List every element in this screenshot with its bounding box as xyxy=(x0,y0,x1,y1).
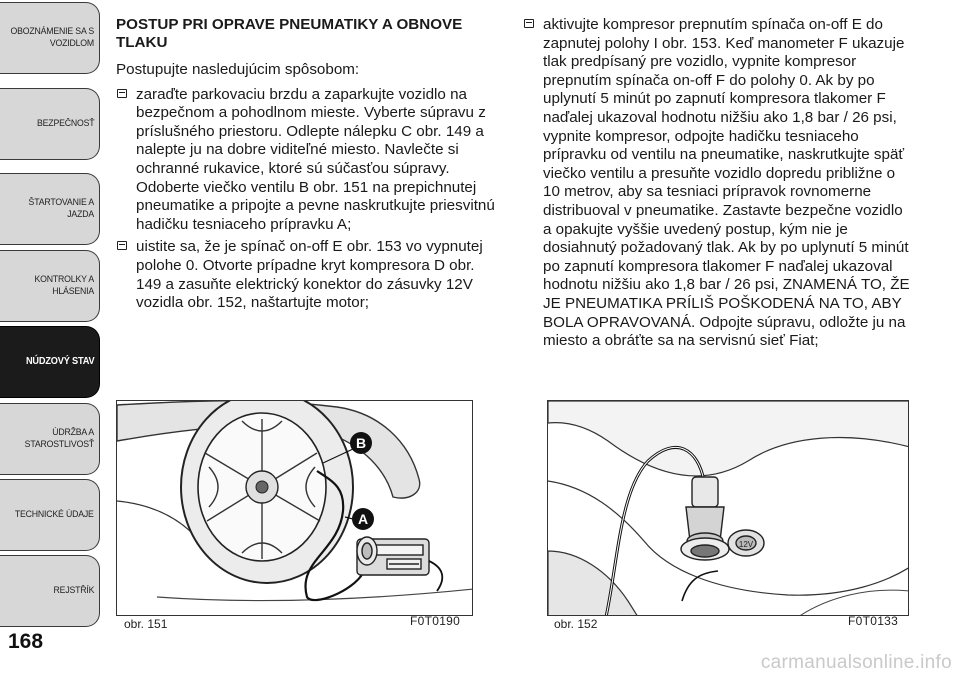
chapter-tabs xyxy=(0,0,102,678)
tab-startovanie[interactable] xyxy=(0,173,100,245)
svg-text:12V: 12V xyxy=(738,540,754,549)
callout-a-label: A xyxy=(357,511,369,527)
figure-151 xyxy=(116,400,473,616)
list-item xyxy=(523,16,915,351)
tab-label: OBOZNÁMENIE SA S VOZIDLOM xyxy=(10,26,95,49)
tab-label: BEZPEČNOSŤ xyxy=(36,118,94,129)
intro-text: Postupujte nasledujúcim spôsobom: xyxy=(116,61,360,78)
power-socket-illustration xyxy=(548,401,909,616)
tab-kontrolky[interactable] xyxy=(0,250,100,322)
checkbox-bullet-icon xyxy=(117,89,127,98)
left-column xyxy=(116,16,496,317)
tyre-compressor-illustration xyxy=(117,401,473,616)
tab-bezpecnost[interactable] xyxy=(0,88,100,160)
instruction-list xyxy=(523,16,915,351)
tab-oboznamenie[interactable] xyxy=(0,2,100,74)
right-column xyxy=(523,16,915,355)
tab-nudzovy-stav[interactable] xyxy=(0,326,100,398)
section-heading: POSTUP PRI OPRAVE PNEUMATIKY A OBNOVE TLAKU xyxy=(116,16,463,51)
callout-b-label: B xyxy=(355,435,367,451)
figure-152-code: F0T0133 xyxy=(848,614,899,628)
list-item-text: zaraďte parkovaciu brzdu a zaparkujte vozidlo na bezpečnom a pohodlnom mieste. Vyberte súpravu z príslušného priestoru. Odlepte nálepku C obr. 149 a nalepte ju na dobre viditeľné miesto. Navlečte si ochranné rukavice, ktoré sú súčasťou súpravy. Odoberte viečko ventilu B obr. 151 na prepichnutej pneumatike a pripojte a pevne naskrutkujte priesvitnú hadičku tesniaceho prípravku A; xyxy=(136,85,495,233)
tab-label: TECHNICKÉ ÚDAJE xyxy=(15,509,94,520)
page-number: 168 xyxy=(8,630,44,653)
tab-technicke-udaje[interactable] xyxy=(0,479,100,551)
figure-152 xyxy=(547,400,909,616)
figure-152-caption: obr. 152 xyxy=(554,617,598,631)
tab-label: ÚDRŽBA A STAROSTLIVOSŤ xyxy=(24,427,94,450)
tab-label: ŠTARTOVANIE A JAZDA xyxy=(28,197,95,220)
tab-label: REJSTŘÍK xyxy=(53,585,94,596)
list-item xyxy=(116,238,496,312)
watermark: carmanualsonline.info xyxy=(760,652,952,673)
tab-rejstrik[interactable] xyxy=(0,555,100,627)
list-item-text: aktivujte kompresor prepnutím spínača on-off E do zapnutej polohy I obr. 153. Keď manometer F ukazuje tlak predpísaný pre vozidlo, vypnite kompresor prepnutím spínača on-off F do polohy 0. Ak by po uplynutí 5 minút po zapnutí kompresora tlakomer F naďalej ukazoval hodnotu nižšiu ako 1,8 bar / 26 psi, vypnite kompresor, odpojte hadičku tesniaceho prípravku od ventilu na pneumatike, naskrutkujte späť viečko ventilu a presuňte vozidlo dopredu približne o 10 metrov, aby sa tesniaci prípravok rovnomerne distribuoval v pneumatike. Zastavte bezpečne vozidlo a opakujte vyššie uvedený postup, kým nie je dosiahnutý požadovaný tlak. Ak by po uplynutí 5 minút po zapnutí kompresora tlakomer F naďalej ukazoval hodnotu nižšiu ako 1,8 bar / 26 psi, ZNAMENÁ TO, ŽE JE PNEUMATIKA PRÍLIŠ POŠKODENÁ NA TO, ABY BOLA OPRAVOVANÁ. Odpojte súpravu, odložte ju na miesto a obráťte sa na servisnú sieť Fiat; xyxy=(543,16,910,350)
list-item-text: uistite sa, že je spínač on-off E obr. 153 vo vypnutej polohe 0. Otvorte prípadne kryt kompresora D obr. 149 a zasuňte elektrický konektor do zásuvky 12V vozidla obr. 152, naštartujte motor; xyxy=(136,238,483,312)
instruction-list xyxy=(116,86,496,313)
checkbox-bullet-icon xyxy=(117,241,127,250)
tab-label: NÚDZOVÝ STAV xyxy=(25,356,94,367)
tab-udrzba[interactable] xyxy=(0,403,100,475)
checkbox-bullet-icon xyxy=(524,19,534,28)
figure-151-caption: obr. 151 xyxy=(124,617,168,631)
figure-151-code: F0T0190 xyxy=(410,614,461,628)
tab-label: KONTROLKY A HLÁSENIA xyxy=(34,274,94,297)
list-item xyxy=(116,86,496,235)
